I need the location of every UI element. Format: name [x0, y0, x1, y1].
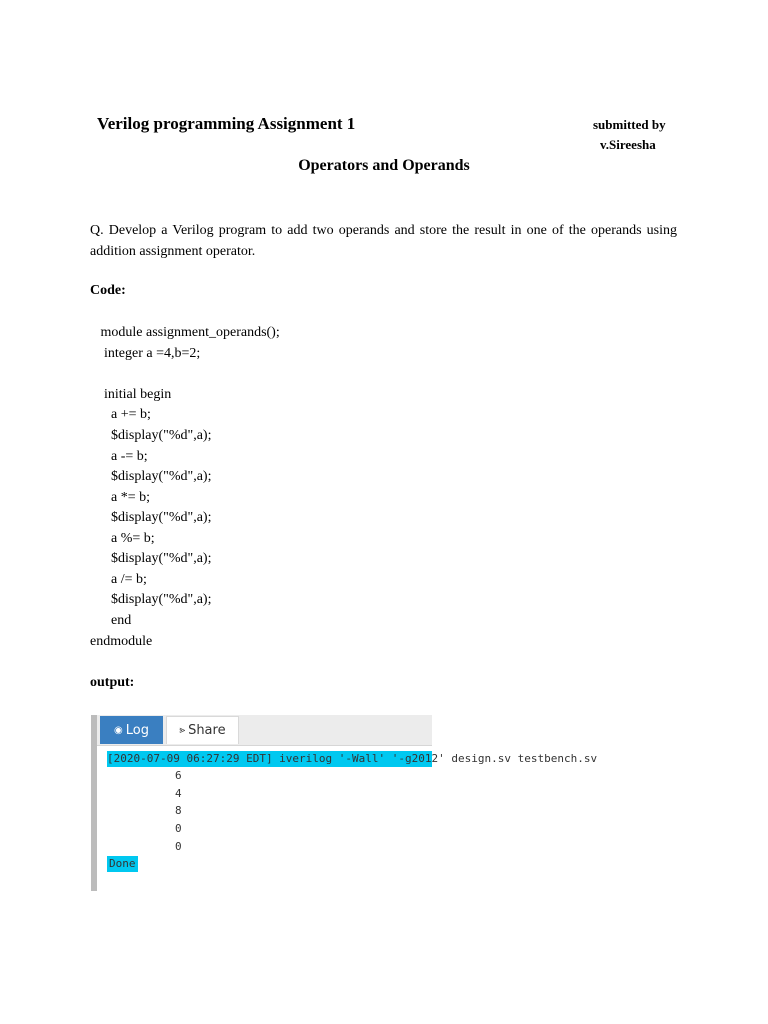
log-command-line: [2020-07-09 06:27:29 EDT] iverilog '-Wall' '-g2012' design.sv testbench.sv	[107, 752, 598, 765]
document-title: Verilog programming Assignment 1	[97, 114, 356, 133]
tab-log-label: Log	[125, 722, 149, 738]
share-icon: ⪢	[179, 725, 186, 736]
code-line: $display("%d",a);	[90, 510, 212, 525]
code-line: a += b;	[90, 407, 151, 422]
question-text: Q. Develop a Verilog program to add two operands and store the result in one of the operands using addition assignment operator.	[90, 223, 677, 259]
code-line: $display("%d",a);	[90, 551, 212, 566]
log-output-value: 6	[175, 769, 182, 782]
document-subtitle: Operators and Operands	[298, 157, 470, 174]
submitted-by-label: submitted by	[593, 117, 666, 132]
author-name: v.Sireesha	[600, 137, 656, 152]
code-line: end	[90, 613, 132, 628]
code-line: module assignment_operands();	[90, 325, 280, 340]
code-line: endmodule	[90, 634, 153, 649]
log-output-value: 4	[175, 787, 182, 800]
code-line: integer a =4,b=2;	[90, 346, 201, 361]
tab-share-label: Share	[188, 723, 226, 738]
code-heading: Code:	[90, 283, 126, 298]
tab-share[interactable]	[166, 716, 239, 744]
code-line: $display("%d",a);	[90, 469, 212, 484]
code-line: initial begin	[90, 387, 172, 402]
code-line: a -= b;	[90, 449, 148, 464]
code-line: a %= b;	[90, 531, 155, 546]
log-icon: ◉	[114, 724, 123, 736]
code-line: a *= b;	[90, 490, 150, 505]
tab-log[interactable]	[100, 716, 163, 744]
log-done-status: Done	[109, 857, 136, 870]
code-line: a /= b;	[90, 572, 147, 587]
code-line: $display("%d",a);	[90, 592, 212, 607]
log-output-value: 0	[175, 822, 182, 835]
log-output-value: 0	[175, 840, 182, 853]
code-line: $display("%d",a);	[90, 428, 212, 443]
log-output-value: 8	[175, 804, 182, 817]
output-heading: output:	[90, 675, 135, 690]
